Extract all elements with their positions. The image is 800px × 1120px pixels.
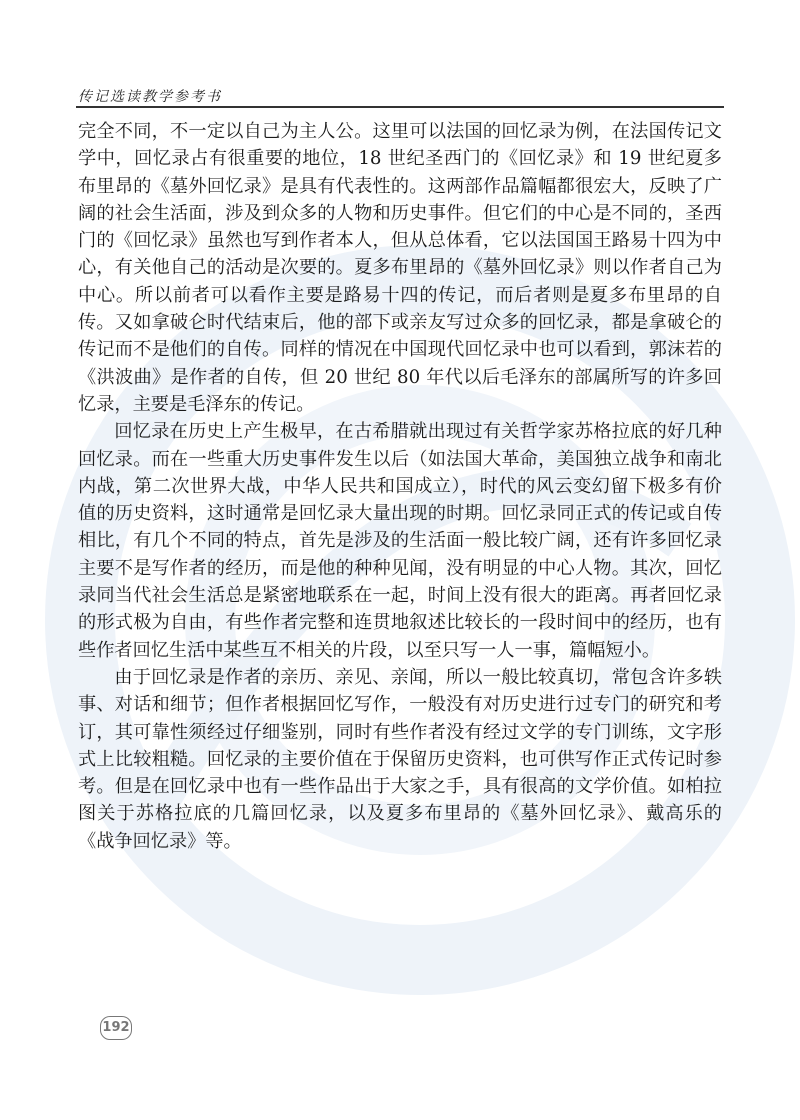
paragraph: 回忆录在历史上产生极早，在古希腊就出现过有关哲学家苏格拉底的好几种回忆录。而在一些重大历史事件发生以后（如法国大革命，美国独立战争和南北内战，第二次世界大战，中华人民共和国成立），时代的风云变幻留下极多有价值的历史资料，这时通常是回忆录大量出现的时期。回忆录同正式的传记或自传相比，有几个不同的特点，首先是涉及的生活面一般比较广阔，还有许多回忆录主要不是写作者的经历，而是他的种种见闻，没有明显的中心人物。其次，回忆录同当代社会生活总是紧密地联系在一起，时间上没有很大的距离。再者回忆录的形式极为自由，有些作者完整和连贯地叙述比较长的一段时间中的经历，也有些作者回忆生活中某些互不相关的片段，以至只写一人一事，篇幅短小。 (78, 421, 722, 661)
running-header (76, 84, 724, 108)
body-text (78, 118, 722, 855)
running-header-title: 传记选读教学参考书 (78, 89, 222, 105)
paragraph: 由于回忆录是作者的亲历、亲见、亲闻，所以一般比较真切，常包含许多轶事、对话和细节；但作者根据回忆写作，一般没有对历史进行过专门的研究和考订，其可靠性须经过仔细鉴别，同时有些作者没有经过文学的专门训练，文字形式上比较粗糙。回忆录的主要价值在于保留历史资料，也可供写作正式传记时参考。但是在回忆录中也有一些作品出于大家之手，具有很高的文学价值。如柏拉图关于苏格拉底的几篇回忆录，以及夏多布里昂的《墓外回忆录》、戴高乐的《战争回忆录》等。 (78, 666, 722, 852)
page-number: 192 (100, 1016, 132, 1040)
paragraph-continued: 完全不同，不一定以自己为主人公。这里可以法国的回忆录为例，在法国传记文学中，回忆录占有很重要的地位，18 世纪圣西门的《回忆录》和 19 世纪夏多布里昂的《墓外回忆录》是具有代表性的。这两部作品篇幅都很宏大，反映了广阔的社会生活面，涉及到众多的人物和历史事件。但它们的中心是不同的，圣西门的《回忆录》虽然也写到作者本人，但从总体看，它以法国国王路易十四为中心，有关他自己的活动是次要的。夏多布里昂的《墓外回忆录》则以作者自己为中心。所以前者可以看作主要是路易十四的传记，而后者则是夏多布里昂的自传。又如拿破仑时代结束后，他的部下或亲友写过众多的回忆录，都是拿破仑的传记而不是他们的自传。同样的情况在中国现代回忆录中也可以看到，郭沫若的《洪波曲》是作者的自传，但 20 世纪 80 年代以后毛泽东的部属所写的许多回忆录，主要是毛泽东的传记。 (78, 121, 722, 415)
